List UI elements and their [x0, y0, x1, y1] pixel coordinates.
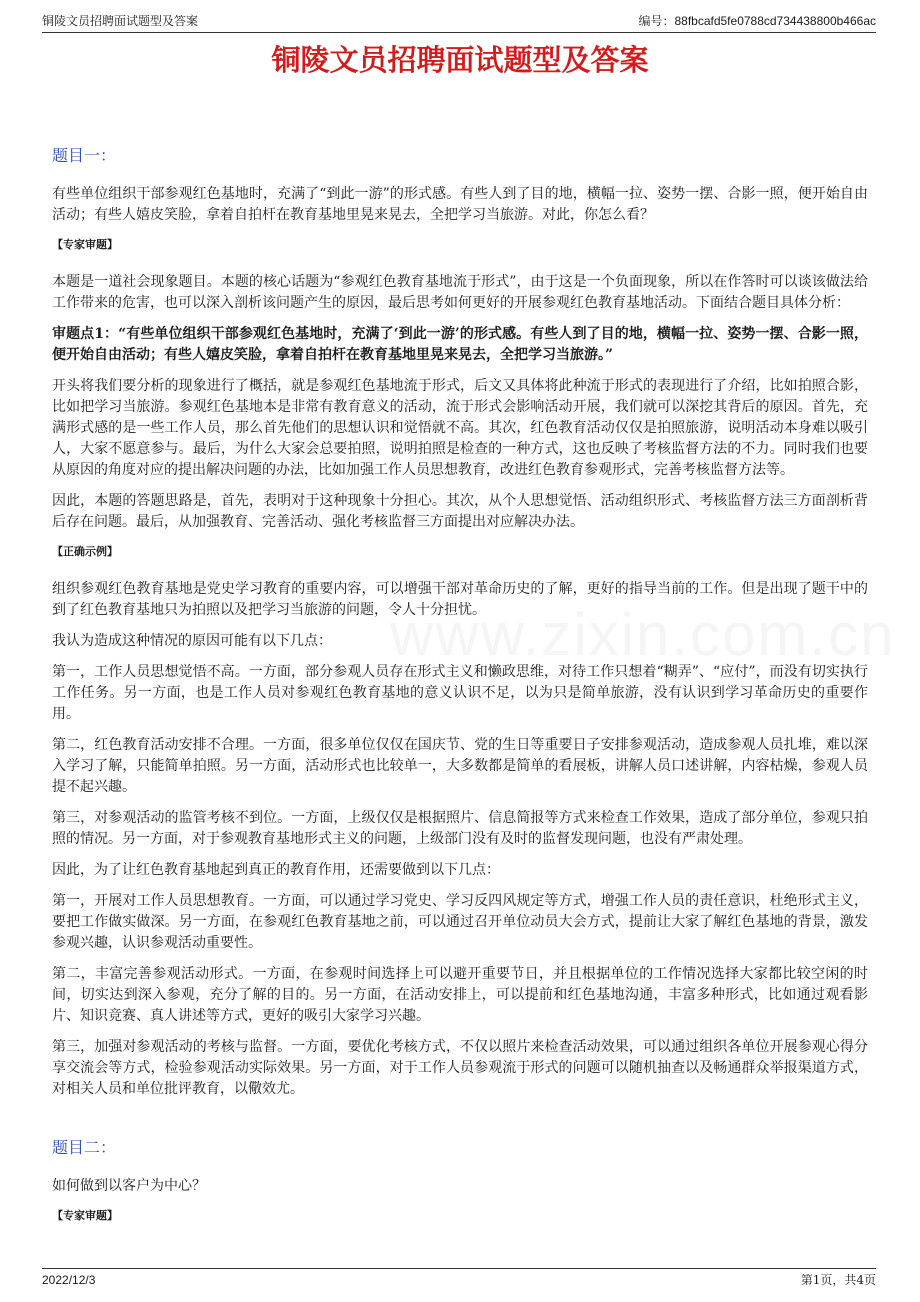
footer-date: 2022/12/3 [42, 1273, 96, 1287]
document-body [52, 128, 868, 1243]
page-footer [42, 1268, 876, 1291]
header-doc-title: 铜陵文员招聘面试题型及答案 [42, 14, 199, 28]
answer-paragraph: 我认为造成这种情况的原因可能有以下几点： [52, 633, 332, 649]
answer-paragraph: 第三，对参观活动的监管考核不到位。一方面，上级仅仅是根据照片、信息简报等方式来检查工作效果，造成了部分单位，参观只拍照的情况。另一方面，对于参观教育基地形式主义的问题，上级部门没有及时的监督发现问题，也没有严肃处理。 [52, 810, 868, 847]
question-1-heading: 题目一： [52, 146, 117, 165]
answer-paragraph: 组织参观红色教育基地是党史学习教育的重要内容，可以增强干部对革命历史的了解，更好的指导当前的工作。但是出现了题干中的到了红色教育基地只为拍照以及把学习当旅游的问题，令人十分担忧。 [52, 581, 868, 618]
question-2-review-tag: 【专家审题】 [52, 1209, 118, 1222]
question-1-review-intro: 本题是一道社会现象题目。本题的核心话题为“参观红色教育基地流于形式”，由于这是一个负面现象，所以在作答时可以谈该做法给工作带来的危害，也可以深入剖析该问题产生的原因，最后思考如何更好的开展参观红色教育基地活动。下面结合题目具体分析： [52, 274, 868, 311]
question-1-answer-tag: 【正确示例】 [52, 545, 118, 558]
question-1-review-approach: 因此，本题的答题思路是，首先，表明对于这种现象十分担心。其次，从个人思想觉悟、活动组织形式、考核监督方法三方面剖析背后存在问题。最后，从加强教育、完善活动、强化考核监督三方面提出对应解决办法。 [52, 493, 868, 530]
answer-paragraph: 第二，红色教育活动安排不合理。一方面，很多单位仅仅在国庆节、党的生日等重要日子安排参观活动，造成参观人员扎堆，难以深入学习了解，只能简单拍照。另一方面，活动形式也比较单一，大多数都是简单的看展板，讲解人员口述讲解，内容枯燥，参观人员提不起兴趣。 [52, 737, 868, 795]
answer-paragraph: 因此，为了让红色教育基地起到真正的教育作用，还需要做到以下几点： [52, 862, 500, 878]
question-1-text: 有些单位组织干部参观红色基地时，充满了“到此一游”的形式感。有些人到了目的地，横幅一拉、姿势一摆、合影一照，便开始自由活动；有些人嬉皮笑脸，拿着自拍杆在教育基地里晃来晃去，全把学习当旅游。对此，你怎么看？ [52, 186, 868, 223]
answer-paragraph: 第一，工作人员思想觉悟不高。一方面，部分参观人员存在形式主义和懒政思维，对待工作只想着“糊弄”、“应付”，而没有切实执行工作任务。另一方面，也是工作人员对参观红色教育基地的意义认识不足，以为只是简单旅游，没有认识到学习革命历史的重要作用。 [52, 664, 868, 722]
question-2-text: 如何做到以客户为中心？ [52, 1178, 206, 1194]
page-header [42, 10, 876, 33]
question-1-review-tag: 【专家审题】 [52, 238, 118, 251]
watermark: www.zixin.com.cn [390, 601, 896, 668]
answer-paragraph: 第二，丰富完善参观活动形式。一方面，在参观时间选择上可以避开重要节日，并且根据单位的工作情况选择大家都比较空闲的时间，切实达到深入参观，充分了解的目的。另一方面，在活动安排上，可以提前和红色基地沟通，丰富多种形式，比如通过观看影片、知识竞赛、真人讲述等方式，更好的吸引大家学习兴趣。 [52, 966, 868, 1024]
question-2-heading: 题目二： [52, 1138, 117, 1157]
answer-paragraph: 第一，开展对工作人员思想教育。一方面，可以通过学习党史、学习反四风规定等方式，增强工作人员的责任意识，杜绝形式主义，要把工作做实做深。另一方面，在参观红色教育基地之前，可以通过召开单位动员大会方式，提前让大家了解红色基地的背景，激发参观兴趣，认识参观活动重要性。 [52, 893, 868, 951]
footer-page-number: 第1页，共4页 [800, 1273, 876, 1287]
header-doc-code [638, 10, 876, 32]
question-1-review-analysis: 开头将我们要分析的现象进行了概括，就是参观红色基地流于形式，后文又具体将此种流于形式的表现进行了介绍，比如拍照合影，比如把学习当旅游。参观红色基地本是非常有教育意义的活动，流于形式会影响活动开展，我们就可以深挖其背后的原因。首先，充满形式感的是一些工作人员，那么首先他们的思想认识和觉悟就不高。其次，红色教育活动仅仅是拍照旅游，说明活动本身难以吸引人，大家不愿意参与。最后，为什么大家会总要拍照，说明拍照是检查的一种方式，这也反映了考核监督方法的不力。同时我们也要从原因的角度对应的提出解决问题的办法，比如加强工作人员思想教育，改进红色教育参观形式，完善考核监督方法等。 [52, 378, 868, 478]
question-1-review-point: 审题点1：“有些单位组织干部参观红色基地时，充满了‘到此一游’的形式感。有些人到了目的地，横幅一拉、姿势一摆、合影一照，便开始自由活动；有些人嬉皮笑脸，拿着自拍杆在教育基地里晃来晃去，全把学习当旅游。” [52, 326, 868, 363]
header-code-label: 编号： [638, 14, 675, 28]
document-title: 铜陵文员招聘面试题型及答案 [271, 43, 649, 77]
answer-paragraph: 第三，加强对参观活动的考核与监督。一方面，要优化考核方式，不仅以照片来检查活动效果，可以通过组织各单位开展参观心得分享交流会等方式，检验参观活动实际效果。另一方面，对于工作人员参观流于形式的问题可以随机抽查以及畅通群众举报渠道方式，对相关人员和单位批评教育，以儆效尤。 [52, 1039, 868, 1097]
header-code-value: 88fbcafd5fe0788cd734438800b466ac [674, 14, 876, 28]
